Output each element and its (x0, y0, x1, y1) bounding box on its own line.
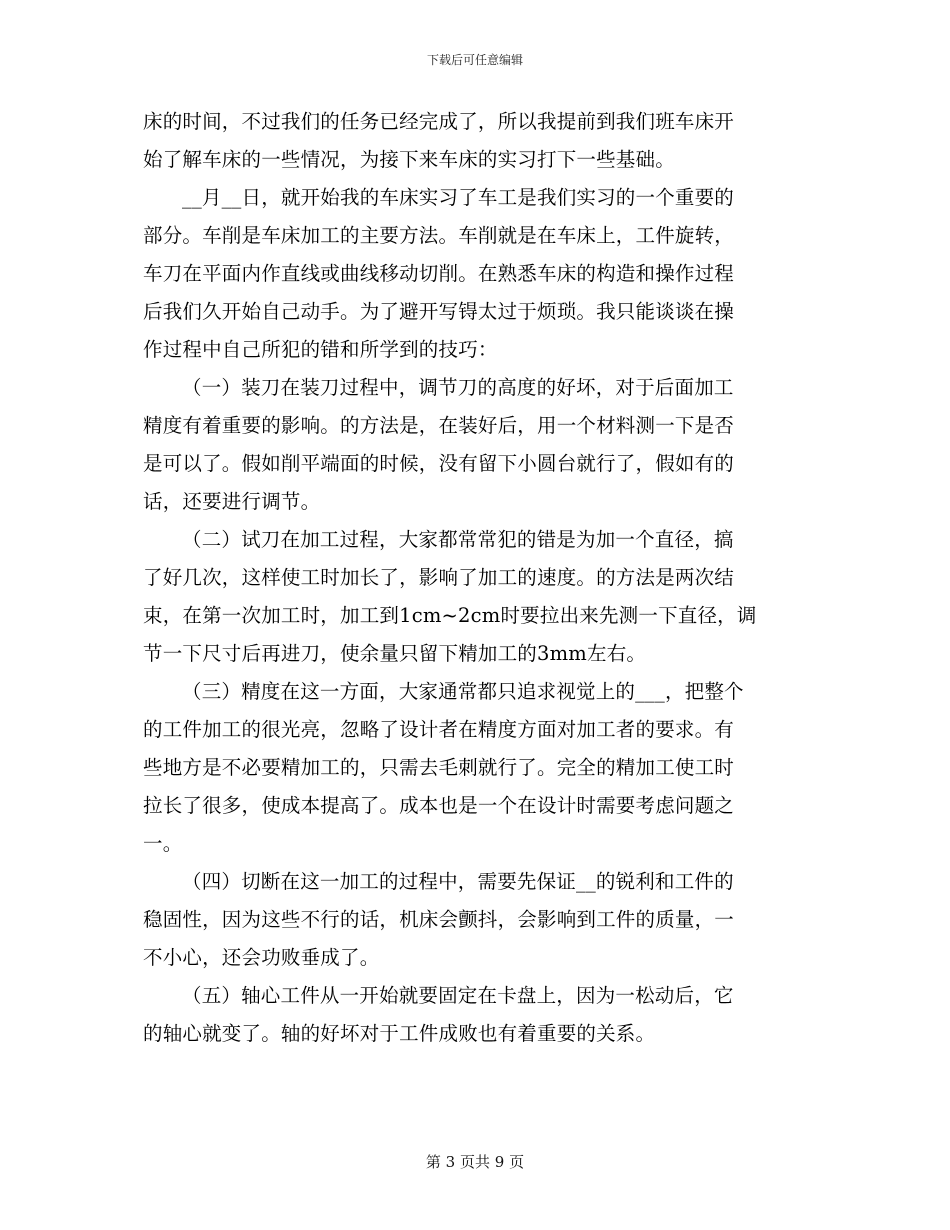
text-line: 床的时间，不过我们的任务已经完成了，所以我提前到我们班车床开 (143, 110, 735, 133)
document-body (143, 103, 808, 1053)
text-line: （三）精度在这一方面，大家通常都只追求视觉上的___，把整个 (182, 680, 744, 703)
text-line: 束，在第一次加工时，加工到1cm~2cm时要拉出来先测一下直径，调 (143, 604, 757, 627)
text-line: 后我们久开始自己动手。为了避开写锝太过于烦琐。我只能谈谈在操 (143, 300, 735, 323)
text-line: 精度有着重要的影响。的方法是，在装好后，用一个材料测一下是否 (143, 414, 735, 437)
text-line: 些地方是不必要精加工的，只需去毛刺就行了。完全的精加工使工时 (143, 756, 735, 779)
text-line: 的工件加工的很光亮，忽略了设计者在精度方面对加工者的要求。有 (143, 718, 735, 741)
text-line: 节一下尺寸后再进刀，使余量只留下精加工的3mm左右。 (143, 642, 647, 665)
text-line: 一。 (143, 832, 183, 855)
text-line: 是可以了。假如削平端面的时候，没有留下小圆台就行了，假如有的 (143, 452, 735, 475)
text-line: （四）切断在这一加工的过程中，需要先保证__的锐利和工件的 (182, 870, 734, 893)
text-line: 话，还要进行调节。 (143, 490, 321, 513)
text-line: 作过程中自己所犯的错和所学到的技巧： (143, 338, 498, 361)
text-line: 的轴心就变了。轴的好坏对于工件成败也有着重要的关系。 (143, 1022, 656, 1045)
text-line: （五）轴心工件从一开始就要固定在卡盘上，因为一松动后，它 (182, 984, 734, 1007)
text-line: （二）试刀在加工过程，大家都常常犯的错是为加一个直径，搞 (182, 528, 734, 551)
page-footer: 第 3 页共 9 页 (425, 1153, 525, 1171)
text-line: 始了解车床的一些情况，为接下来车床的实习打下一些基础。 (143, 148, 675, 171)
text-line: __月__日，就开始我的车床实习了车工是我们实习的一个重要的 (182, 186, 735, 209)
text-line: 不小心，还会功败垂成了。 (143, 946, 380, 969)
page-header: 下载后可任意编辑 (426, 53, 523, 67)
text-line: 拉长了很多，使成本提高了。成本也是一个在设计时需要考虑问题之 (143, 794, 735, 817)
text-line: （一）装刀在装刀过程中，调节刀的高度的好坏，对于后面加工 (182, 376, 734, 399)
text-line: 稳固性，因为这些不行的话，机床会颤抖，会影响到工件的质量，一 (143, 908, 735, 931)
text-line: 部分。车削是车床加工的主要方法。车削就是在车床上，工件旋转， (143, 224, 735, 247)
text-line: 了好几次，这样使工时加长了，影响了加工的速度。的方法是两次结 (143, 566, 735, 589)
text-line: 车刀在平面内作直线或曲线移动切削。在熟悉车床的构造和操作过程 (143, 262, 735, 285)
